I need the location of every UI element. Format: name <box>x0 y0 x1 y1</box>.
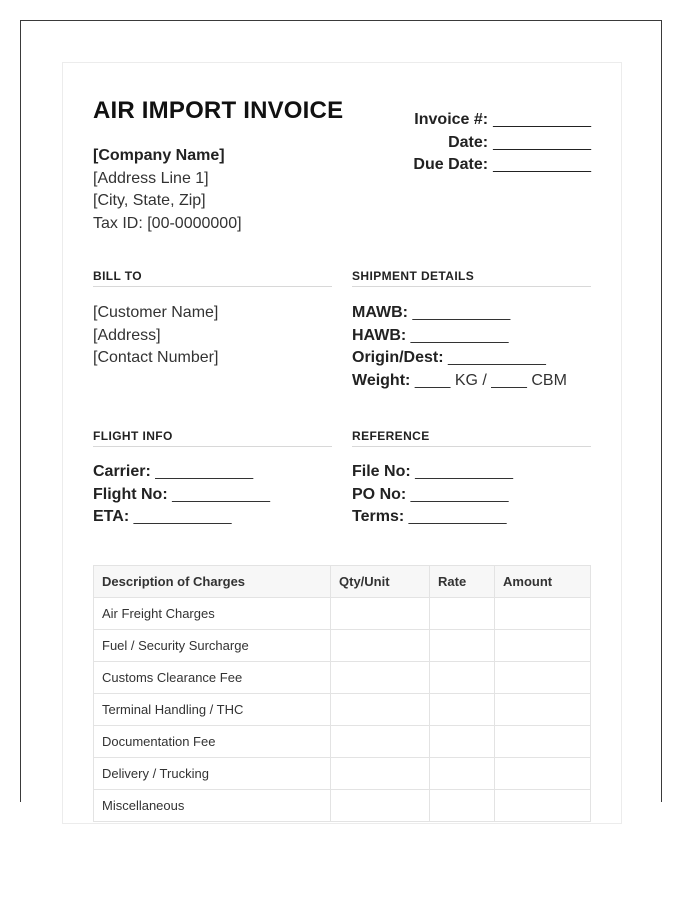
bill-to-heading: BILL TO <box>93 269 332 287</box>
eta-field: ___________ <box>133 508 232 525</box>
charge-rate <box>430 694 495 726</box>
invoice-meta <box>413 109 591 177</box>
mawb-row <box>352 302 567 325</box>
weight-row <box>352 370 567 393</box>
table-row <box>94 694 591 726</box>
eta-label: ETA: <box>93 508 130 525</box>
charge-description: Fuel / Security Surcharge <box>94 630 331 662</box>
table-row <box>94 598 591 630</box>
charge-description: Customs Clearance Fee <box>94 662 331 694</box>
column-header-amount: Amount <box>495 566 591 598</box>
charge-rate <box>430 790 495 822</box>
invoice-date-row <box>413 132 591 155</box>
hawb-row <box>352 325 567 348</box>
eta-row <box>93 506 270 529</box>
terms-row <box>352 506 513 529</box>
charge-qty <box>331 726 430 758</box>
table-row <box>94 662 591 694</box>
flight-no-label: Flight No: <box>93 485 168 503</box>
carrier-label: Carrier: <box>93 463 151 480</box>
charge-amount <box>495 662 591 694</box>
charge-rate <box>430 662 495 694</box>
hawb-field: ___________ <box>410 326 509 344</box>
charge-qty <box>331 758 430 790</box>
charge-qty <box>331 598 430 630</box>
charge-description: Terminal Handling / THC <box>94 694 331 726</box>
charge-qty <box>331 630 430 662</box>
charge-amount <box>495 758 591 790</box>
charge-amount <box>495 598 591 630</box>
customer-contact: [Contact Number] <box>93 349 219 366</box>
company-city: [City, State, Zip] <box>93 192 206 209</box>
origin-dest-row <box>352 347 567 370</box>
file-no-row <box>352 461 513 484</box>
charge-amount <box>495 694 591 726</box>
company-block <box>93 145 242 235</box>
company-name: [Company Name] <box>93 147 225 164</box>
company-tax-id: Tax ID: [00-0000000] <box>93 214 242 232</box>
terms-field: ___________ <box>408 508 507 525</box>
po-no-label: PO No: <box>352 485 407 503</box>
charge-description: Delivery / Trucking <box>94 758 331 790</box>
po-no-field: ___________ <box>410 485 509 503</box>
table-row <box>94 726 591 758</box>
shipment-details-block <box>352 302 567 392</box>
weight-field: ____ KG / ____ CBM <box>414 371 567 389</box>
charge-description: Air Freight Charges <box>94 598 331 630</box>
origin-dest-label: Origin/Dest: <box>352 349 444 366</box>
charge-rate <box>430 726 495 758</box>
charge-amount <box>495 630 591 662</box>
flight-no-row <box>93 484 270 507</box>
flight-no-field: ___________ <box>172 485 270 503</box>
charge-rate <box>430 598 495 630</box>
due-date-label: Due Date: <box>413 156 489 173</box>
charge-amount <box>495 726 591 758</box>
invoice-number-row <box>413 109 591 132</box>
file-no-field: ___________ <box>415 463 514 480</box>
due-date-field: ___________ <box>493 156 591 173</box>
file-no-label: File No: <box>352 463 411 480</box>
mawb-label: MAWB: <box>352 304 408 321</box>
charges-table <box>93 565 591 822</box>
document-frame <box>20 20 662 813</box>
invoice-date-label: Date: <box>448 133 489 151</box>
table-row <box>94 758 591 790</box>
charge-amount <box>495 790 591 822</box>
charge-qty <box>331 790 430 822</box>
invoice-date-field: ___________ <box>493 133 591 151</box>
terms-label: Terms: <box>352 508 405 525</box>
hawb-label: HAWB: <box>352 326 407 344</box>
reference-block <box>352 461 513 529</box>
reference-heading: REFERENCE <box>352 429 591 447</box>
charge-rate <box>430 630 495 662</box>
column-header-qty-unit: Qty/Unit <box>331 566 430 598</box>
po-no-row <box>352 484 513 507</box>
flight-info-heading: FLIGHT INFO <box>93 429 332 447</box>
charge-description: Documentation Fee <box>94 726 331 758</box>
table-row <box>94 630 591 662</box>
invoice-number-field: ___________ <box>493 111 591 128</box>
carrier-field: ___________ <box>155 463 254 480</box>
origin-dest-field: ___________ <box>448 349 546 366</box>
bill-to-block <box>93 302 218 370</box>
due-date-row <box>413 154 591 177</box>
charges-header-row <box>94 566 591 598</box>
carrier-row <box>93 461 270 484</box>
invoice-number-label: Invoice #: <box>414 111 489 128</box>
company-address: [Address Line 1] <box>93 169 209 187</box>
mawb-field: ___________ <box>412 304 511 321</box>
charge-qty <box>331 694 430 726</box>
flight-info-block <box>93 461 270 529</box>
charge-rate <box>430 758 495 790</box>
weight-label: Weight: <box>352 371 411 389</box>
charge-qty <box>331 662 430 694</box>
invoice-title: AIR IMPORT INVOICE <box>93 97 344 124</box>
customer-address: [Address] <box>93 326 161 344</box>
column-header-description: Description of Charges <box>94 566 331 598</box>
table-row <box>94 790 591 822</box>
shipment-details-heading: SHIPMENT DETAILS <box>352 269 591 287</box>
customer-name: [Customer Name] <box>93 304 219 321</box>
invoice-page <box>62 62 622 824</box>
column-header-rate: Rate <box>430 566 495 598</box>
charge-description: Miscellaneous <box>94 790 331 822</box>
